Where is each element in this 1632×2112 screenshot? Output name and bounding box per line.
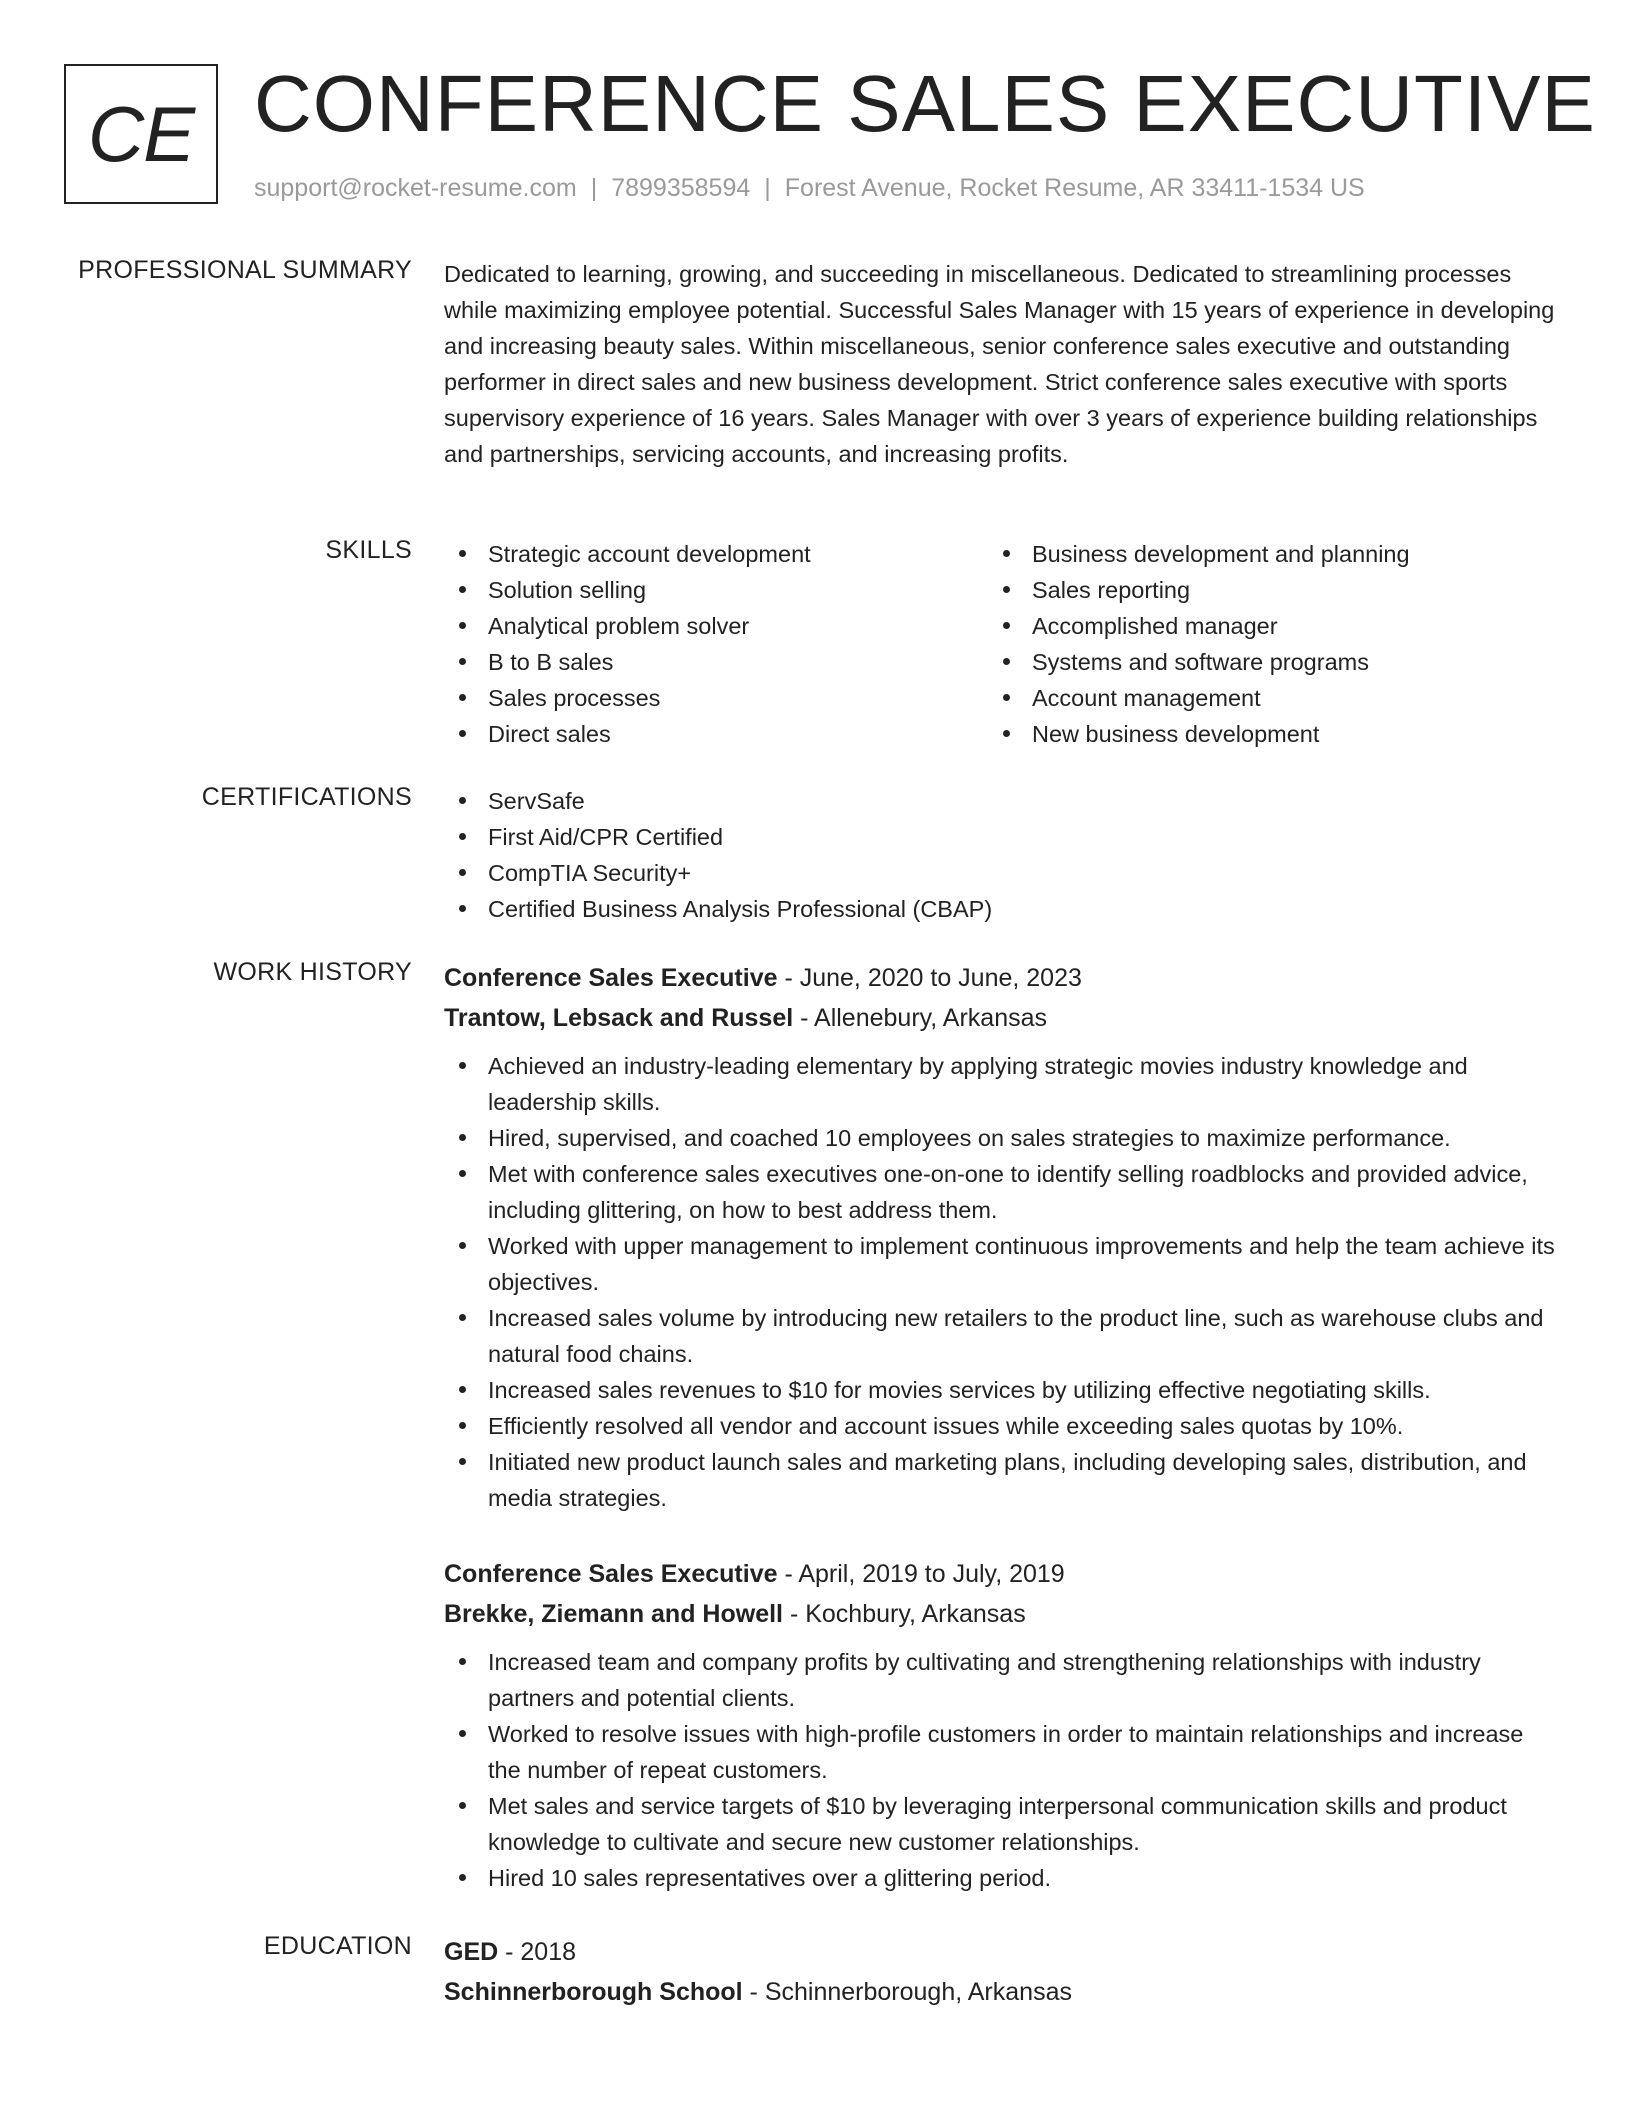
job-dates: - April, 2019 to July, 2019 [777,1560,1065,1588]
skill-item: Account management [988,680,1532,716]
job-bullet: Hired 10 sales representatives over a glittering period. [444,1860,1556,1896]
job-title: Conference Sales Executive [444,1560,778,1588]
monogram-logo: CE [64,64,218,204]
education-degree-line [444,1932,1556,1972]
contact-line [254,174,1365,203]
contact-separator: | [764,174,771,202]
skill-item: Solution selling [444,572,988,608]
skills-list-left [444,536,988,752]
certification-item: ServSafe [444,783,1556,819]
resume-header [64,59,1596,214]
education-school-line [444,1972,1556,2012]
skills-content [444,536,1556,752]
skill-item: Systems and software programs [988,644,1532,680]
skill-item: Accomplished manager [988,608,1532,644]
job-title-line [444,1554,1556,1594]
certification-item: First Aid/CPR Certified [444,819,1556,855]
education-degree: GED [444,1938,499,1966]
contact-separator: | [590,174,598,202]
summary-text: Dedicated to learning, growing, and succeeding in miscellaneous. Dedicated to streamlining processes while maximizing employee potential. Successful Sales Manager with 15 years of experience in developing and increasing beauty sales. Within miscellaneous, senior conference sales executive and outstanding performer in direct sales and new business development. Strict conference sales executive with sports supervisory experience of 16 years. Sales Manager with over 3 years of experience building relationships and partnerships, servicing accounts, and increasing profits. [444,261,1555,467]
skill-item: Strategic account development [444,536,988,572]
section-label-summary: PROFESSIONAL SUMMARY [78,256,412,284]
section-label-education: EDUCATION [263,1932,412,1960]
certifications-content [444,783,1556,927]
education-year: - 2018 [498,1938,577,1966]
job-bullet: Increased sales revenues to $10 for movies services by utilizing effective negotiating skills. [444,1372,1556,1408]
education-school: Schinnerborough School [444,1978,743,2006]
job-company: Trantow, Lebsack and Russel [444,1004,794,1032]
skill-item: Sales reporting [988,572,1532,608]
skills-list-right [988,536,1532,752]
section-label-work-history: WORK HISTORY [213,958,412,986]
resume-title: CONFERENCE SALES EXECUTIVE [254,59,1596,148]
skill-item: Direct sales [444,716,988,752]
job-company-line [444,1594,1556,1634]
job-location: - Allenebury, Arkansas [793,1004,1048,1032]
summary-content [444,256,1556,472]
job-bullet: Met with conference sales executives one-on-one to identify selling roadblocks and provided advice, including glittering, on how to best address them. [444,1156,1556,1228]
skill-item: Sales processes [444,680,988,716]
job-bullets [444,1048,1556,1516]
skill-item: Business development and planning [988,536,1532,572]
certification-item: CompTIA Security+ [444,855,1556,891]
contact-email[interactable]: support@rocket-resume.com [254,174,577,202]
work-history-content [444,958,1556,1896]
job-entry [444,1554,1556,1896]
contact-address: Forest Avenue, Rocket Resume, AR 33411-1534 US [784,174,1365,202]
job-company: Brekke, Ziemann and Howell [444,1600,783,1628]
skill-item: Analytical problem solver [444,608,988,644]
education-content [444,1932,1556,2012]
job-dates: - June, 2020 to June, 2023 [777,964,1082,992]
job-bullet: Hired, supervised, and coached 10 employees on sales strategies to maximize performance. [444,1120,1556,1156]
contact-phone[interactable]: 7899358594 [611,174,751,202]
job-entry [444,958,1556,1516]
job-title: Conference Sales Executive [444,964,778,992]
section-label-skills: SKILLS [325,536,412,564]
job-bullet: Initiated new product launch sales and marketing plans, including developing sales, distribution, and media strategies. [444,1444,1556,1516]
job-bullet: Achieved an industry-leading elementary by applying strategic movies industry knowledge and leadership skills. [444,1048,1556,1120]
section-label-certifications: CERTIFICATIONS [201,783,412,811]
job-bullet: Increased team and company profits by cultivating and strengthening relationships with industry partners and potential clients. [444,1644,1556,1716]
job-bullet: Worked with upper management to implement continuous improvements and help the team achieve its objectives. [444,1228,1556,1300]
skill-item: New business development [988,716,1532,752]
job-location: - Kochbury, Arkansas [783,1600,1026,1628]
certification-item: Certified Business Analysis Professional (CBAP) [444,891,1556,927]
job-bullets [444,1644,1556,1896]
education-location: - Schinnerborough, Arkansas [742,1978,1072,2006]
skill-item: B to B sales [444,644,988,680]
job-bullet: Met sales and service targets of $10 by leveraging interpersonal communication skills and product knowledge to cultivate and secure new customer relationships. [444,1788,1556,1860]
job-bullet: Efficiently resolved all vendor and account issues while exceeding sales quotas by 10%. [444,1408,1556,1444]
job-bullet: Worked to resolve issues with high-profile customers in order to maintain relationships and increase the number of repeat customers. [444,1716,1556,1788]
certifications-list [444,783,1556,927]
job-company-line [444,998,1556,1038]
job-title-line [444,958,1556,998]
job-bullet: Increased sales volume by introducing new retailers to the product line, such as warehouse clubs and natural food chains. [444,1300,1556,1372]
